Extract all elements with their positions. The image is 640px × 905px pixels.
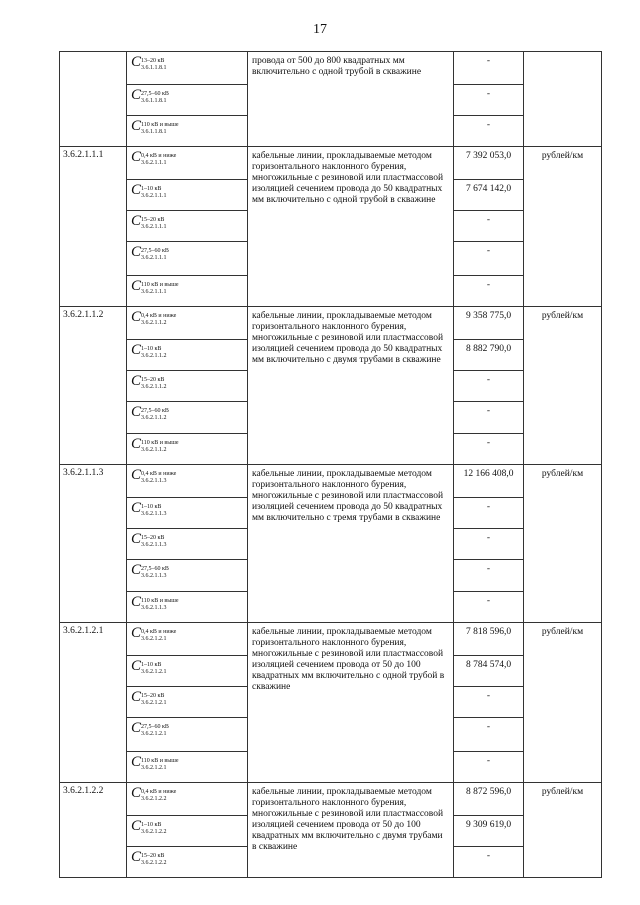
row-description: кабельные линии, прокладываемые методом горизонтального наклонного бурения, многожильные с резиновой или пластмассовой изоляцией сечением провода от 50 до 100 квадратных мм включительно с двумя трубами в скважине: [248, 783, 454, 878]
rate-letter: C: [131, 531, 141, 547]
rate-index: 3.6.2.1.1.3: [141, 605, 167, 611]
rate-letter: C: [131, 625, 141, 641]
rates-table: [59, 51, 602, 878]
rate-voltage: 1–10 кВ: [141, 822, 162, 828]
table-row: [60, 465, 602, 498]
rate-index: 3.6.2.1.1.1: [141, 193, 167, 199]
row-unit: рублей/км: [524, 783, 602, 878]
rate-symbol: [127, 529, 248, 560]
rate-voltage: 27,5–60 кВ: [141, 408, 169, 414]
rate-voltage: 15–20 кВ: [141, 377, 165, 383]
rate-letter: C: [131, 87, 141, 103]
rate-index: 3.6.2.1.1.3: [141, 478, 167, 484]
row-code: 3.6.2.1.2.2: [60, 783, 127, 878]
rate-letter: C: [131, 849, 141, 865]
rate-letter: C: [131, 500, 141, 516]
rate-symbol: [127, 847, 248, 878]
rate-voltage: 110 кВ и выше: [141, 282, 179, 288]
rate-symbol: [127, 116, 248, 147]
rate-symbol: [127, 687, 248, 718]
rate-index: 3.6.2.1.2.1: [141, 731, 167, 737]
rate-letter: C: [131, 244, 141, 260]
rate-symbol: [127, 211, 248, 242]
rate-letter: C: [131, 689, 141, 705]
rate-value: -: [454, 85, 524, 116]
rate-symbol: [127, 718, 248, 752]
rate-voltage: 27,5–60 кВ: [141, 91, 169, 97]
rate-voltage: 27,5–60 кВ: [141, 724, 169, 730]
rate-value: -: [454, 402, 524, 434]
rate-index: 3.6.2.1.1.3: [141, 542, 167, 548]
rate-voltage: 1–10 кВ: [141, 346, 162, 352]
rate-letter: C: [131, 342, 141, 358]
row-description: кабельные линии, прокладываемые методом горизонтального наклонного бурения, многожильные с резиновой или пластмассовой изоляцией сечением провода от 50 до 100 квадратных мм включительно с одной трубой в скважине: [248, 623, 454, 783]
rate-letter: C: [131, 785, 141, 801]
rate-symbol: [127, 371, 248, 402]
rate-voltage: 110 кВ и выше: [141, 440, 179, 446]
row-description: кабельные линии, прокладываемые методом горизонтального наклонного бурения, многожильные с резиновой или пластмассовой изоляцией сечением провода до 50 квадратных мм включительно с одной трубой в скважине: [248, 147, 454, 307]
rate-value: -: [454, 116, 524, 147]
rate-letter: C: [131, 54, 141, 70]
rate-index: 3.6.2.1.1.2: [141, 447, 167, 453]
rate-value: -: [454, 752, 524, 783]
rate-letter: C: [131, 594, 141, 610]
rate-value: -: [454, 529, 524, 560]
rate-letter: C: [131, 562, 141, 578]
rate-symbol: [127, 656, 248, 687]
rate-value: -: [454, 371, 524, 402]
rate-voltage: 15–20 кВ: [141, 535, 165, 541]
rate-symbol: [127, 816, 248, 847]
table-row: [60, 623, 602, 656]
row-code: 3.6.2.1.2.1: [60, 623, 127, 783]
rate-symbol: [127, 592, 248, 623]
rate-symbol: [127, 52, 248, 85]
rate-value: -: [454, 276, 524, 307]
rate-index: 3.6.2.1.2.1: [141, 669, 167, 675]
rate-voltage: 110 кВ и выше: [141, 122, 179, 128]
row-description: провода от 500 до 800 квадратных мм включительно с одной трубой в скважине: [248, 52, 454, 147]
rate-value: 8 882 790,0: [454, 340, 524, 371]
rate-letter: C: [131, 754, 141, 770]
rate-value: -: [454, 52, 524, 85]
rate-symbol: [127, 560, 248, 592]
rate-letter: C: [131, 213, 141, 229]
rate-value: -: [454, 847, 524, 878]
rate-value: -: [454, 560, 524, 592]
rate-symbol: [127, 307, 248, 340]
rate-letter: C: [131, 118, 141, 134]
rate-index: 3.6.2.1.1.1: [141, 224, 167, 230]
rate-letter: C: [131, 309, 141, 325]
rate-voltage: 15–20 кВ: [141, 693, 165, 699]
rate-letter: C: [131, 720, 141, 736]
rate-symbol: [127, 402, 248, 434]
rate-value: -: [454, 718, 524, 752]
rate-symbol: [127, 276, 248, 307]
rate-value: 8 872 596,0: [454, 783, 524, 816]
rate-voltage: 15–20 кВ: [141, 217, 165, 223]
rate-voltage: 27,5–60 кВ: [141, 566, 169, 572]
row-code: 3.6.2.1.1.1: [60, 147, 127, 307]
rate-value: -: [454, 498, 524, 529]
rate-letter: C: [131, 436, 141, 452]
rate-symbol: [127, 465, 248, 498]
rate-voltage: 0,4 кВ и ниже: [141, 471, 177, 477]
rate-voltage: 0,4 кВ и ниже: [141, 629, 177, 635]
rate-value: -: [454, 592, 524, 623]
rate-index: 3.6.1.1.8.1: [141, 129, 167, 135]
row-description: кабельные линии, прокладываемые методом горизонтального наклонного бурения, многожильные с резиновой или пластмассовой изоляцией сечением провода до 50 квадратных мм включительно с двумя трубами в скважине: [248, 307, 454, 465]
row-code: [60, 52, 127, 147]
rate-voltage: 110 кВ и выше: [141, 758, 179, 764]
row-code: 3.6.2.1.1.3: [60, 465, 127, 623]
rate-index: 3.6.2.1.2.2: [141, 796, 167, 802]
rate-index: 3.6.2.1.1.1: [141, 255, 167, 261]
rate-symbol: [127, 783, 248, 816]
rate-value: -: [454, 687, 524, 718]
rate-symbol: [127, 434, 248, 465]
rate-letter: C: [131, 149, 141, 165]
rate-voltage: 0,4 кВ и ниже: [141, 789, 177, 795]
rate-index: 3.6.1.1.8.1: [141, 98, 167, 104]
rate-index: 3.6.2.1.1.1: [141, 289, 167, 295]
rate-symbol: [127, 498, 248, 529]
table-row: [60, 307, 602, 340]
rate-value: 7 674 142,0: [454, 180, 524, 211]
rate-index: 3.6.2.1.1.2: [141, 384, 167, 390]
rate-value: 7 818 596,0: [454, 623, 524, 656]
rate-index: 3.6.2.1.1.3: [141, 511, 167, 517]
rate-voltage: 0,4 кВ и ниже: [141, 153, 177, 159]
page-number: 17: [313, 22, 327, 37]
rate-voltage: 15–20 кВ: [141, 853, 165, 859]
rate-letter: C: [131, 404, 141, 420]
rate-symbol: [127, 242, 248, 276]
rate-voltage: 1–10 кВ: [141, 504, 162, 510]
rate-symbol: [127, 85, 248, 116]
row-unit: рублей/км: [524, 623, 602, 783]
rate-value: -: [454, 211, 524, 242]
rate-letter: C: [131, 182, 141, 198]
rate-index: 3.6.2.1.1.3: [141, 573, 167, 579]
row-unit: рублей/км: [524, 147, 602, 307]
rate-index: 3.6.2.1.1.2: [141, 415, 167, 421]
rate-index: 3.6.2.1.2.1: [141, 700, 167, 706]
rate-value: -: [454, 434, 524, 465]
rate-value: 9 358 775,0: [454, 307, 524, 340]
row-description: кабельные линии, прокладываемые методом горизонтального наклонного бурения, многожильные с резиновой или пластмассовой изоляцией сечением провода до 50 квадратных мм включительно с тремя трубами в скважине: [248, 465, 454, 623]
table-row: [60, 147, 602, 180]
rate-letter: C: [131, 467, 141, 483]
rate-voltage: 1–10 кВ: [141, 186, 162, 192]
rate-index: 3.6.1.1.8.1: [141, 65, 167, 71]
rate-letter: C: [131, 818, 141, 834]
rate-index: 3.6.2.1.1.2: [141, 320, 167, 326]
rate-index: 3.6.2.1.2.1: [141, 765, 167, 771]
rate-voltage: 13–20 кВ: [141, 58, 165, 64]
rate-symbol: [127, 180, 248, 211]
rate-symbol: [127, 623, 248, 656]
rate-voltage: 27,5–60 кВ: [141, 248, 169, 254]
rate-value: 8 784 574,0: [454, 656, 524, 687]
rate-index: 3.6.2.1.1.2: [141, 353, 167, 359]
row-code: 3.6.2.1.1.2: [60, 307, 127, 465]
row-unit: [524, 52, 602, 147]
rate-symbol: [127, 147, 248, 180]
rate-value: -: [454, 242, 524, 276]
rate-letter: C: [131, 278, 141, 294]
rate-value: 7 392 053,0: [454, 147, 524, 180]
rate-value: 9 309 619,0: [454, 816, 524, 847]
rate-voltage: 110 кВ и выше: [141, 598, 179, 604]
table-row: [60, 783, 602, 816]
rate-letter: C: [131, 658, 141, 674]
rate-index: 3.6.2.1.2.2: [141, 860, 167, 866]
row-unit: рублей/км: [524, 465, 602, 623]
rate-voltage: 0,4 кВ и ниже: [141, 313, 177, 319]
rate-index: 3.6.2.1.2.1: [141, 636, 167, 642]
rate-value: 12 166 408,0: [454, 465, 524, 498]
rate-index: 3.6.2.1.2.2: [141, 829, 167, 835]
table-row: [60, 52, 602, 85]
rate-symbol: [127, 340, 248, 371]
rate-symbol: [127, 752, 248, 783]
rate-index: 3.6.2.1.1.1: [141, 160, 167, 166]
row-unit: рублей/км: [524, 307, 602, 465]
rate-voltage: 1–10 кВ: [141, 662, 162, 668]
rate-letter: C: [131, 373, 141, 389]
